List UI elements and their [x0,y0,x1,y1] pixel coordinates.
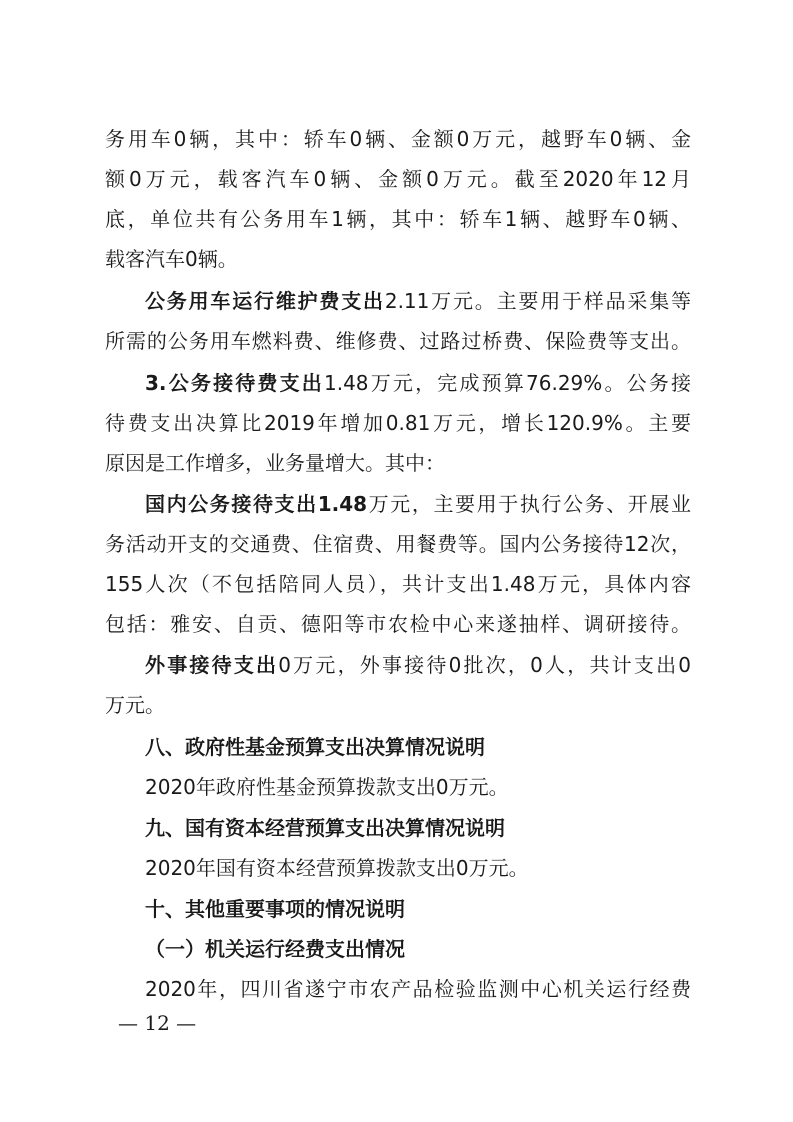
paragraph-line: 待费支出决算比2019年增加0.81万元，增长120.9%。主要 [105,411,691,435]
paragraph-line: 2020年，四川省遂宁市农产品检验监测中心机关运行经费 [145,977,691,1001]
section-heading: 八、政府性基金预算支出决算情况说明 [145,735,485,759]
paragraph-line: 万元。 [105,693,165,717]
section-heading: 九、国有资本经营预算支出决算情况说明 [145,816,505,840]
paragraph-line: 所需的公务用车燃料费、维修费、过路过桥费、保险费等支出。 [105,329,691,353]
line-text: 1.48万元，完成预算76.29%。公务接 [324,371,691,395]
subsection-heading: （一）机关运行经费支出情况 [145,937,405,961]
bold-lead: 3.公务接待费支出 [145,371,324,395]
line-text: 万元，主要用于执行公务、开展业 [367,492,691,516]
bold-lead: 外事接待支出 [145,653,279,677]
line-text: 0万元，外事接待0批次，0人，共计支出0 [278,653,691,677]
paragraph-line [145,484,691,524]
section-heading: 十、其他重要事项的情况说明 [145,897,405,921]
paragraph-line [145,281,691,321]
line-text: 2.11万元。主要用于样品采集等 [384,289,691,313]
paragraph-line: 载客汽车0辆。 [105,247,238,271]
bold-lead: 公务用车运行维护费支出 [145,289,385,313]
paragraph-line: 2020年政府性基金预算拨款支出0万元。 [145,775,509,799]
paragraph-line: 2020年国有资本经营预算拨款支出0万元。 [145,856,529,880]
paragraph-line: 额0万元，载客汽车0辆、金额0万元。截至2020年12月 [105,167,691,191]
paragraph-line: 原因是工作增多，业务量增大。其中： [105,451,445,475]
bold-lead: 国内公务接待支出1.48 [145,492,368,516]
paragraph-line [145,645,691,685]
paragraph-line: 包括：雅安、自贡、德阳等市农检中心来遂抽样、调研接待。 [105,612,691,636]
paragraph-line: 底，单位共有公务用车1辆，其中：轿车1辆、越野车0辆、 [105,207,691,231]
paragraph-line: 155人次（不包括陪同人员），共计支出1.48万元，具体内容 [105,572,691,596]
paragraph-line: 务活动开支的交通费、住宿费、用餐费等。国内公务接待12次， [105,532,691,556]
paragraph-line: 务用车0辆，其中：轿车0辆、金额0万元，越野车0辆、金 [105,127,691,151]
page-number: — 12 — [118,1011,197,1035]
paragraph-line [145,363,691,403]
